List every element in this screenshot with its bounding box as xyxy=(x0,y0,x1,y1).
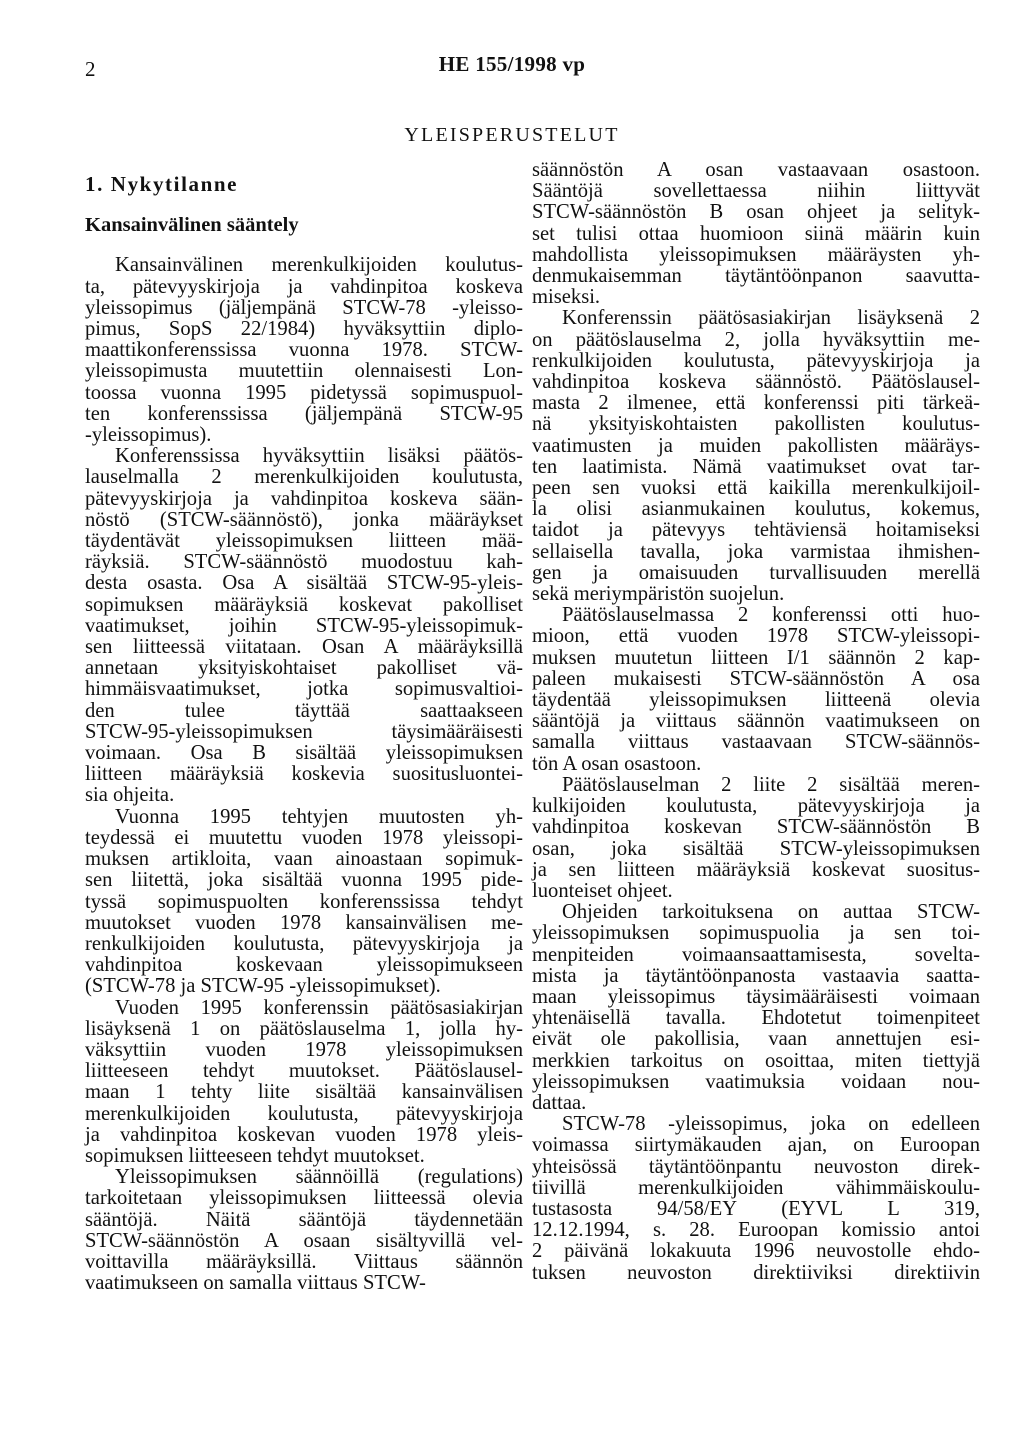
text-line: STCW-säännöstön B osan ohjeet ja selityk- xyxy=(532,201,980,224)
paragraph xyxy=(532,308,980,605)
text-line: teydessä ei muutettu vuoden 1978 yleissopi- xyxy=(85,826,523,849)
text-line: den tulee täyttää saattaakseen xyxy=(85,699,523,722)
text-line: (STCW-78 ja STCW-95 -yleissopimukset). xyxy=(85,975,441,998)
text-line: täydentää yleissopimuksen liitteenä olevia xyxy=(532,689,980,712)
text-line: yhteisössä täytäntöönpantu neuvoston direk- xyxy=(532,1155,980,1178)
text-line: Konferenssin päätösasiakirjan lisäyksenä 2 xyxy=(562,307,980,330)
text-line: voimaan. Osa B sisältää yleissopimuksen xyxy=(85,742,523,765)
text-line: sopimuksen liitteeseen tehdyt muutokset. xyxy=(85,1144,425,1167)
text-line: pätevyyskirjoja ja vahdinpitoa koskeva sään- xyxy=(85,487,523,510)
running-head: HE 155/1998 vp xyxy=(438,52,586,76)
text-line: samalla viittaus vastaavaan STCW-säännös- xyxy=(532,731,980,754)
text-line: säännöstön A osan vastaavaan osastoon. xyxy=(532,159,980,181)
left-column xyxy=(85,160,523,1294)
text-line: dattaa. xyxy=(532,1091,587,1114)
paragraph xyxy=(532,1114,980,1284)
text-line: -yleissopimus). xyxy=(85,424,212,447)
text-line: tön A osan osastoon. xyxy=(532,752,702,775)
text-line: sääntöjä ja viittaus säännön vaatimukseen on xyxy=(532,710,980,733)
text-line: Päätöslauselman 2 liite 2 sisältää meren- xyxy=(562,773,980,796)
text-line: maattikonferenssissa vuonna 1978. STCW- xyxy=(85,339,523,362)
text-line: maan 1 tehty liite sisältää kansainvälisen xyxy=(85,1081,523,1104)
paragraph xyxy=(532,902,980,1114)
text-line: desta osasta. Osa A sisältää STCW-95-yleis- xyxy=(85,572,523,595)
paragraph xyxy=(85,807,523,998)
text-line: merkkien tarkoitus on osoittaa, miten tiettyjä xyxy=(532,1049,980,1072)
text-line: ja vahdinpitoa koskevan vuoden 1978 yleis- xyxy=(85,1123,523,1146)
text-line: renkulkijoiden koulutusta, pätevyyskirjoja ja xyxy=(85,932,523,955)
text-line: yhtenäisellä tavalla. Ehdotetut toimenpiteet xyxy=(532,1007,980,1030)
text-line: annetaan yksityiskohtaiset pakolliset vä- xyxy=(85,657,523,680)
text-line: Ohjeiden tarkoituksena on auttaa STCW- xyxy=(562,901,980,924)
text-line: merenkulkijoiden koulutusta, pätevyyskirjoja xyxy=(85,1102,523,1125)
text-line: luonteiset ohjeet. xyxy=(532,879,673,902)
text-line: yleissopimuksen sopimuspuolia ja sen toi- xyxy=(532,922,980,945)
text-line: väksyttiin vuoden 1978 yleissopimuksen xyxy=(85,1038,523,1061)
text-line: lisäyksenä 1 on päätöslauselma 1, jolla hy- xyxy=(85,1017,523,1040)
text-line: sellaisella tavalla, joka varmistaa ihmishen- xyxy=(532,540,980,563)
text-line: paleen mukaisesti STCW-säännöstön A osa xyxy=(532,667,980,690)
text-line: tarkoitetaan yleissopimuksen liitteessä olevia xyxy=(85,1187,523,1210)
text-line: täydentävät yleissopimuksen liitteen mää- xyxy=(85,530,523,553)
text-line: tustasosta 94/58/EY (EYVL L 319, xyxy=(532,1197,980,1220)
text-line: liitteen määräyksiä koskevia suositusluontei- xyxy=(85,763,523,786)
text-line: voimassa siirtymäkauden ajan, on Euroopan xyxy=(532,1134,980,1157)
text-line: masta 2 ilmenee, että konferenssi piti tärkeä- xyxy=(532,392,980,415)
text-line: kulkijoiden koulutusta, pätevyyskirjoja ja xyxy=(532,795,980,818)
text-line: 2 päivänä lokakuuta 1996 neuvostolle ehdo- xyxy=(532,1240,980,1263)
text-line: ten konferenssissa (jäljempänä STCW-95 xyxy=(85,402,523,425)
paragraph xyxy=(85,255,523,446)
text-line: Yleissopimuksen säännöillä (regulations) xyxy=(115,1166,523,1189)
text-line: denmukaisemman täytäntöönpanon saavutta- xyxy=(532,265,980,288)
text-line: pimus, SopS 22/1984) hyväksyttiin diplo- xyxy=(85,318,523,341)
text-line: liitteeseen tehdyt muutokset. Päätöslausel- xyxy=(85,1060,523,1083)
paragraph xyxy=(532,160,980,308)
paragraph xyxy=(85,998,523,1168)
paragraph xyxy=(532,605,980,775)
section-title: YLEISPERUSTELUT xyxy=(404,124,620,146)
text-line: vahdinpitoa koskevan STCW-säännöstön B xyxy=(532,816,980,839)
text-line: muksen artikloita, vaan ainoastaan sopimuk- xyxy=(85,848,523,871)
text-line: vaatimukseen on samalla viittaus STCW- xyxy=(85,1272,426,1295)
text-line: himmäisvaatimukset, jotka sopimusvaltioi- xyxy=(85,678,523,701)
text-line: Sääntöjä sovellettaessa niihin liittyvät xyxy=(532,180,980,203)
text-line: räyksiä. STCW-säännöstö muodostuu kah- xyxy=(85,551,523,574)
text-line: muksen muutetun liitteen I/1 säännön 2 kap- xyxy=(532,646,980,669)
text-line: tiivillä merenkulkijoiden vähimmäiskoulu- xyxy=(532,1176,980,1199)
text-line: yleissopimuksen vaatimuksia voidaan nou- xyxy=(532,1070,980,1093)
right-column xyxy=(532,160,980,1284)
text-line: voittavilla määräyksillä. Viittaus säännön xyxy=(85,1250,523,1273)
text-line: nöstö (STCW-säännöstö), jonka määräykset xyxy=(85,508,523,531)
text-line: sen liitettä, joka sisältää vuonna 1995 pide- xyxy=(85,869,523,892)
text-line: yleissopimus (jäljempänä STCW-78 -yleisso- xyxy=(85,296,523,319)
subheading: Kansainvälinen sääntely xyxy=(85,214,299,237)
paragraph xyxy=(85,446,523,806)
text-line: vaatimusten ja muiden pakollisten määräys- xyxy=(532,434,980,457)
text-line: Vuonna 1995 tehtyjen muutosten yh- xyxy=(115,805,523,828)
text-line: menpiteiden voimaansaattamisesta, sovelta- xyxy=(532,943,980,966)
paragraph xyxy=(85,1167,523,1294)
text-line: Konferenssissa hyväksyttiin lisäksi päätös- xyxy=(115,445,523,468)
text-line: mahdollista yleissopimuksen määräysten yh- xyxy=(532,243,980,266)
text-line: taidot ja pätevyys tehtäviensä hoitamiseksi xyxy=(532,519,980,542)
text-line: sen liitteessä viitataan. Osan A määräyksillä xyxy=(85,636,523,659)
text-line: maan yleissopimus täysimääräisesti voimaan xyxy=(532,985,980,1008)
text-line: lauselmalla 2 merenkulkijoiden koulutusta, xyxy=(85,466,523,489)
text-line: vahdinpitoa koskevaan yleissopimukseen xyxy=(85,954,523,977)
text-line: peen sen vuoksi että kaikilla merenkulkijoil- xyxy=(532,477,980,500)
text-line: STCW-säännöstön A osaan sisältyvillä vel- xyxy=(85,1229,523,1252)
text-line: toossa vuonna 1995 pidetyssä sopimuspuol- xyxy=(85,381,523,404)
section-heading: 1. Nykytilanne xyxy=(85,172,239,196)
paragraph xyxy=(532,775,980,902)
text-line: sekä meriympäristön suojelun. xyxy=(532,583,785,606)
text-line: mioon, että vuoden 1978 STCW-yleissopi- xyxy=(532,625,980,648)
text-line: set tulisi ottaa huomioon siinä määrin kuin xyxy=(532,222,980,245)
text-line: vahdinpitoa koskeva säännöstö. Päätöslausel- xyxy=(532,371,980,394)
text-line: eivät ole pakollisia, vaan annettujen esi- xyxy=(532,1028,980,1051)
page-number: 2 xyxy=(85,57,96,81)
text-line: yleissopimusta muutettiin olennaisesti Lon- xyxy=(85,360,523,383)
text-line: tyssä sopimuspuolten konferenssissa tehdyt xyxy=(85,890,523,913)
text-line: STCW-78 -yleissopimus, joka on edelleen xyxy=(562,1113,980,1136)
text-line: sääntöjä. Näitä sääntöjä täydennetään xyxy=(85,1208,523,1231)
text-line: osan, joka sisältää STCW-yleissopimuksen xyxy=(532,837,980,860)
text-line: gen ja omaisuuden turvallisuuden merellä xyxy=(532,561,980,584)
text-line: tuksen neuvoston direktiiviksi direktiivin xyxy=(532,1261,980,1284)
text-line: sopimuksen määräyksiä koskevat pakolliset xyxy=(85,593,523,616)
text-line: ta, pätevyyskirjoja ja vahdinpitoa koskeva xyxy=(85,275,523,298)
text-line: miseksi. xyxy=(532,286,601,309)
text-line: vaatimukset, joihin STCW-95-yleissopimuk- xyxy=(85,614,523,637)
text-line: on päätöslauselma 2, jolla hyväksyttiin me- xyxy=(532,328,980,351)
text-line: Vuoden 1995 konferenssin päätösasiakirjan xyxy=(115,996,523,1019)
text-line: renkulkijoiden koulutusta, pätevyyskirjoja ja xyxy=(532,349,980,372)
text-line: muutokset vuoden 1978 kansainvälisen me- xyxy=(85,911,523,934)
text-line: Päätöslauselmassa 2 konferenssi otti huo- xyxy=(562,604,980,627)
text-line: 12.12.1994, s. 28. Euroopan komissio antoi xyxy=(532,1219,980,1242)
text-line: nä yksityiskohtaisten pakollisten koulutus- xyxy=(532,413,980,436)
text-line: Kansainvälinen merenkulkijoiden koulutus- xyxy=(115,254,523,277)
text-line: STCW-95-yleissopimuksen täysimääräisesti xyxy=(85,720,523,743)
text-line: mista ja täytäntöönpanosta vastaavia saatta- xyxy=(532,964,980,987)
text-line: ja sen liitteen määräyksiä koskevat suositus- xyxy=(532,858,980,881)
text-line: la olisi asianmukainen koulutus, kokemus, xyxy=(532,498,980,521)
text-line: sia ohjeita. xyxy=(85,784,175,807)
text-line: ten laatimista. Nämä vaatimukset ovat tar- xyxy=(532,455,980,478)
